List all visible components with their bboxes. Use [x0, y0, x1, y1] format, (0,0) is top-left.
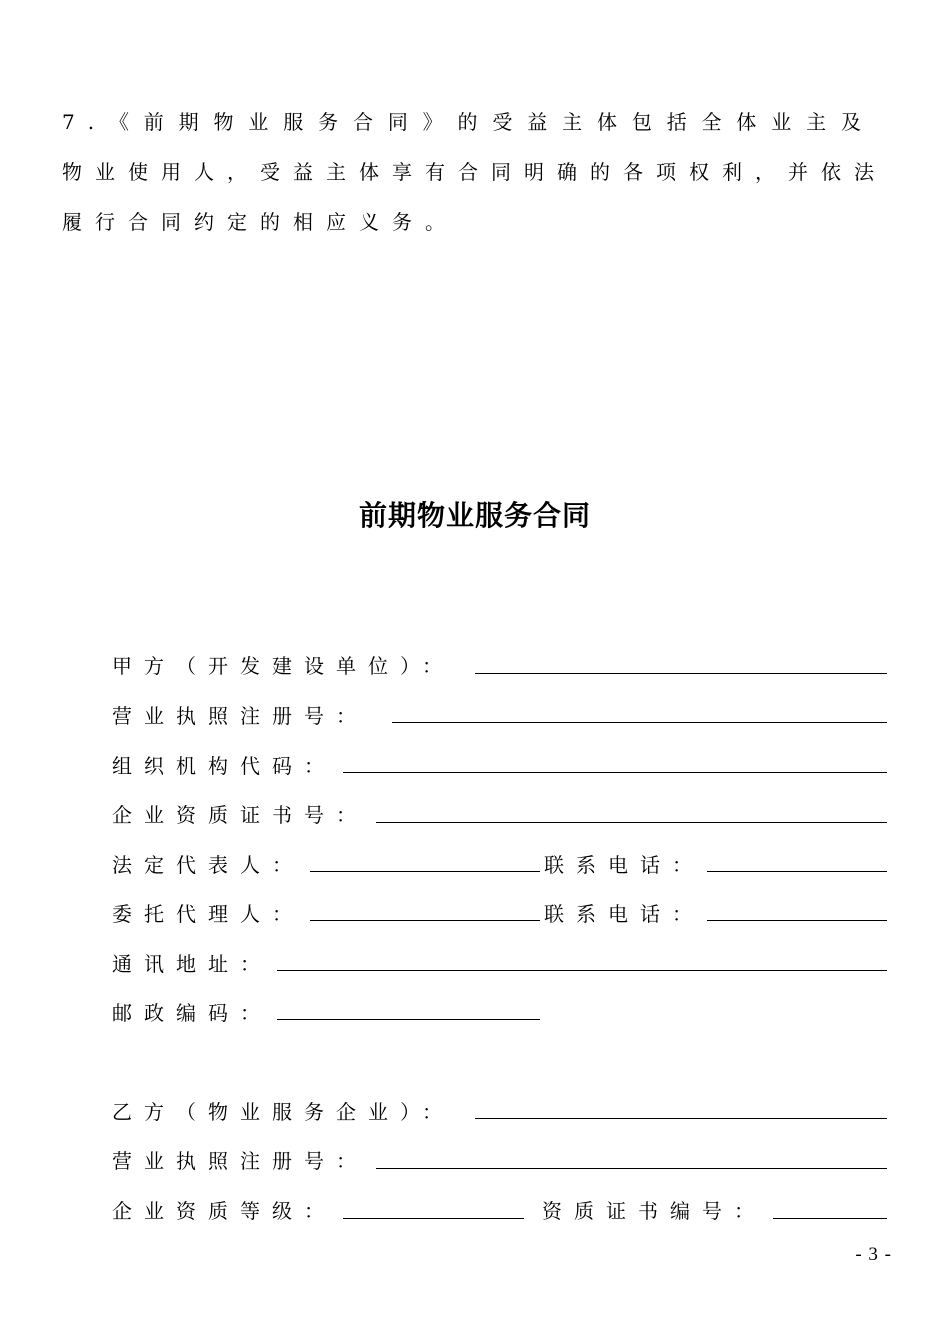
- party-a-phone-label-2: 联系电话：: [544, 902, 704, 926]
- intro-line-1: 7.《前期物业服务合同》的受益主体包括全体业主及: [62, 110, 874, 134]
- party-a-cert-no-field[interactable]: [376, 822, 887, 823]
- party-a-phone-label-1: 联系电话：: [544, 853, 704, 877]
- party-a-address-field[interactable]: [277, 970, 887, 971]
- party-a-license-label: 营业执照注册号：: [112, 704, 368, 728]
- party-b-license-field[interactable]: [376, 1168, 887, 1169]
- party-a-phone-field-1[interactable]: [707, 871, 887, 872]
- party-a-cert-no-label: 企业资质证书号：: [112, 803, 368, 827]
- page-number: - 3 -: [855, 1244, 892, 1265]
- intro-line-3: 履行合同约定的相应义务。: [62, 210, 458, 234]
- party-b-name-label: 乙方（物业服务企业）：: [112, 1100, 454, 1124]
- party-b-name-field[interactable]: [475, 1118, 887, 1119]
- party-a-agent-field[interactable]: [310, 920, 540, 921]
- party-b-grade-field[interactable]: [343, 1218, 524, 1219]
- party-a-phone-field-2[interactable]: [707, 920, 887, 921]
- party-b-grade-label: 企业资质等级：: [112, 1199, 336, 1223]
- party-a-name-label: 甲方（开发建设单位）：: [112, 654, 454, 678]
- party-a-org-code-field[interactable]: [343, 772, 887, 773]
- party-b-license-label: 营业执照注册号：: [112, 1149, 368, 1173]
- party-a-postcode-label: 邮政编码：: [112, 1001, 272, 1025]
- party-a-postcode-field[interactable]: [277, 1019, 540, 1020]
- party-a-org-code-label: 组织机构代码：: [112, 754, 336, 778]
- party-a-legal-rep-label: 法定代表人：: [112, 853, 304, 877]
- party-a-name-field[interactable]: [475, 673, 887, 674]
- contract-title: 前期物业服务合同: [358, 499, 591, 532]
- party-a-address-label: 通讯地址：: [112, 952, 272, 976]
- party-b-cert-no-field[interactable]: [773, 1218, 887, 1219]
- party-a-agent-label: 委托代理人：: [112, 902, 304, 926]
- party-a-license-field[interactable]: [392, 722, 887, 723]
- party-b-cert-no-label: 资质证书编号：: [542, 1199, 766, 1223]
- intro-line-2: 物业使用人，受益主体享有合同明确的各项权利，并依法: [62, 160, 887, 184]
- party-a-legal-rep-field[interactable]: [310, 871, 540, 872]
